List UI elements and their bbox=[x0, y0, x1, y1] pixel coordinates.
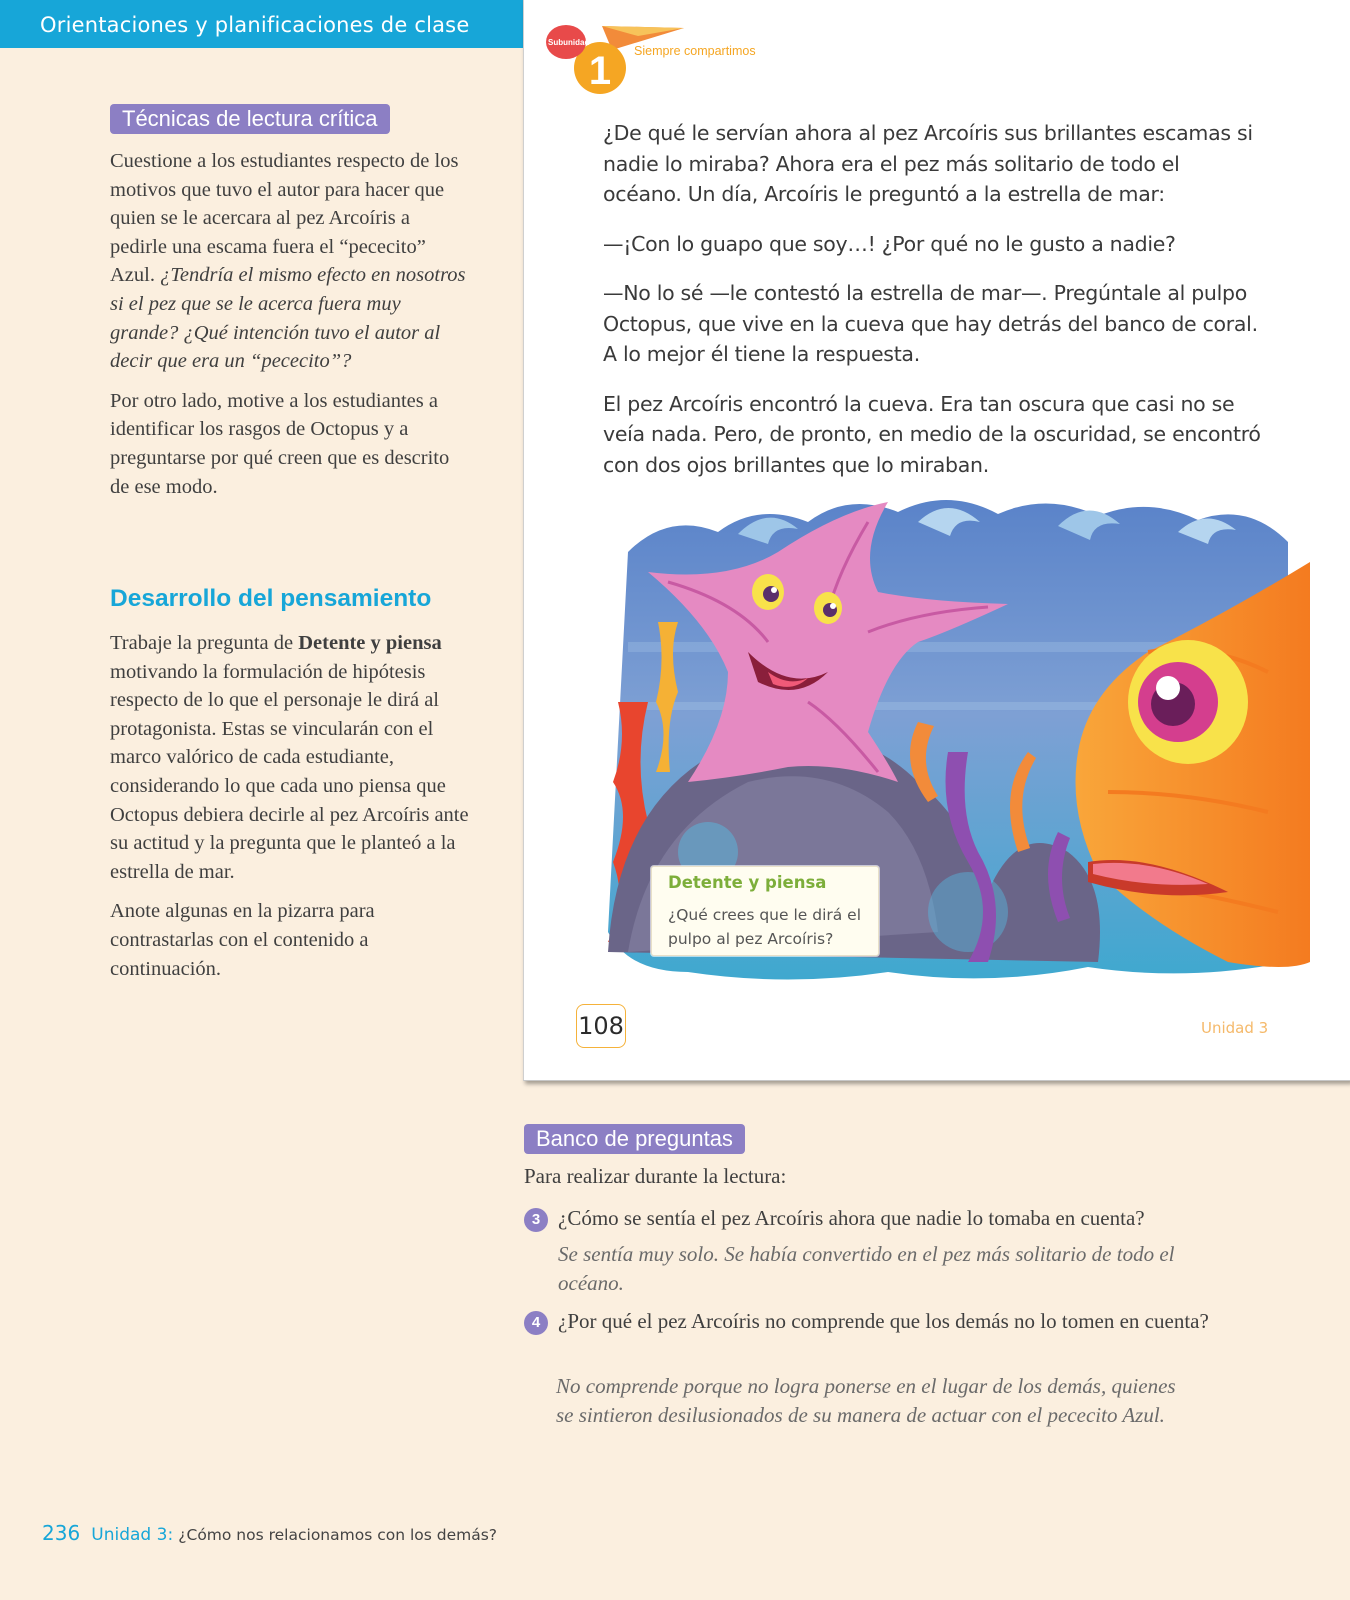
desarrollo-paragraph-2: Anote algunas en la pizarra para contrastarlas con el contenido a continuación. bbox=[110, 900, 375, 980]
story-text bbox=[603, 118, 1263, 499]
detente-question: ¿Qué crees que le dirá el pulpo al pez Arcoíris? bbox=[668, 906, 862, 948]
story-paragraph: —No lo sé —le contestó la estrella de mar—. Pregúntale al pulpo Octopus, que vive en la cueva que hay detrás del banco de coral. A lo mejor él tiene la respuesta. bbox=[603, 281, 1258, 366]
student-book-page bbox=[523, 0, 1350, 1081]
subunit-label: Subunidad bbox=[548, 38, 590, 47]
desarrollo-p1-text: Trabaje la pregunta de bbox=[110, 632, 299, 654]
header-bar bbox=[0, 0, 524, 48]
story-paragraph: —¡Con lo guapo que soy…! ¿Por qué no le gusto a nadie? bbox=[603, 231, 1176, 256]
page-footer bbox=[42, 1521, 497, 1545]
detente-reference: Detente y piensa bbox=[298, 632, 442, 654]
banco-intro: Para realizar durante la lectura: bbox=[524, 1164, 787, 1188]
question-3: ¿Cómo se sentía el pez Arcoíris ahora que nadie lo tomaba en cuenta? bbox=[558, 1206, 1145, 1230]
detente-y-piensa-box bbox=[651, 866, 879, 956]
tecnicas-paragraph-2: Por otro lado, motive a los estudiantes a identificar los rasgos de Octopus y a preguntarse por qué creen que es descrito de ese modo. bbox=[110, 389, 450, 498]
answer-4: No comprende porque no logra ponerse en el lugar de los demás, quienes se sintieron desilusionados de su manera de actuar con el pececito Azul. bbox=[556, 1374, 1176, 1427]
tecnicas-text bbox=[110, 147, 470, 512]
tecnicas-p1-text: Cuestione a los estudiantes respecto de los motivos que tuvo el autor para hacer que quien se le acercara al pez Arcoíris a pedirle una escama fuera el “pececito” Azul. bbox=[110, 150, 459, 287]
tecnicas-tag: Técnicas de lectura crítica bbox=[110, 104, 390, 134]
question-4-number-badge: 4 bbox=[524, 1311, 548, 1335]
desarrollo-heading: Desarrollo del pensamiento bbox=[110, 585, 432, 612]
detente-title: Detente y piensa bbox=[668, 873, 827, 892]
subunit-number: 1 bbox=[588, 49, 612, 93]
story-paragraph: El pez Arcoíris encontró la cueva. Era tan oscura que casi no se veía nada. Pero, de pronto, en medio de la oscuridad, se encontró con dos ojos brillantes que lo miraban. bbox=[603, 391, 1261, 477]
desarrollo-paragraph-1 bbox=[110, 629, 472, 886]
book-unit-label: Unidad 3 bbox=[1201, 1019, 1269, 1037]
banco-tag: Banco de preguntas bbox=[524, 1124, 745, 1154]
tecnicas-p1-italic: ¿Tendría el mismo efecto en nosotros si el pez que se le acerca fuera muy grande? ¿Qué intención tuvo el autor al decir que era un “pececito”? bbox=[110, 264, 466, 373]
story-paragraph: ¿De qué le servían ahora al pez Arcoíris sus brillantes escamas si nadie lo miraba? Ahora era el pez más solitario de todo el océano. Un día, Arcoíris le preguntó a la estrella de mar: bbox=[603, 121, 1253, 206]
footer-unit-subtitle: ¿Cómo nos relacionamos con los demás? bbox=[178, 1526, 498, 1544]
desarrollo-p1-rest: motivando la formulación de hipótesis respecto de lo que el personaje le dirá al protagonista. Estas se vincularán con el marco valórico de cada estudiante, considerando lo que cada uno piensa que Octopus debiera decirle al pez Arcoíris ante su actitud y la pregunta que le planteó a la estrella de mar. bbox=[110, 660, 469, 883]
question-3-number-badge: 3 bbox=[524, 1208, 548, 1232]
question-4: ¿Por qué el pez Arcoíris no comprende que los demás no lo tomen en cuenta? bbox=[558, 1309, 1209, 1333]
tecnicas-paragraph-1 bbox=[110, 147, 470, 376]
footer-page-number: 236 bbox=[42, 1521, 81, 1545]
subunit-title: Siempre compartimos bbox=[634, 44, 756, 58]
answer-3: Se sentía muy solo. Se había convertido en el pez más solitario de todo el océano. bbox=[558, 1242, 1175, 1295]
footer-unit: Unidad 3: bbox=[91, 1525, 174, 1545]
book-page-number: 108 bbox=[576, 1004, 626, 1048]
header-title: Orientaciones y planificaciones de clase bbox=[40, 13, 470, 37]
desarrollo-text bbox=[110, 629, 472, 994]
